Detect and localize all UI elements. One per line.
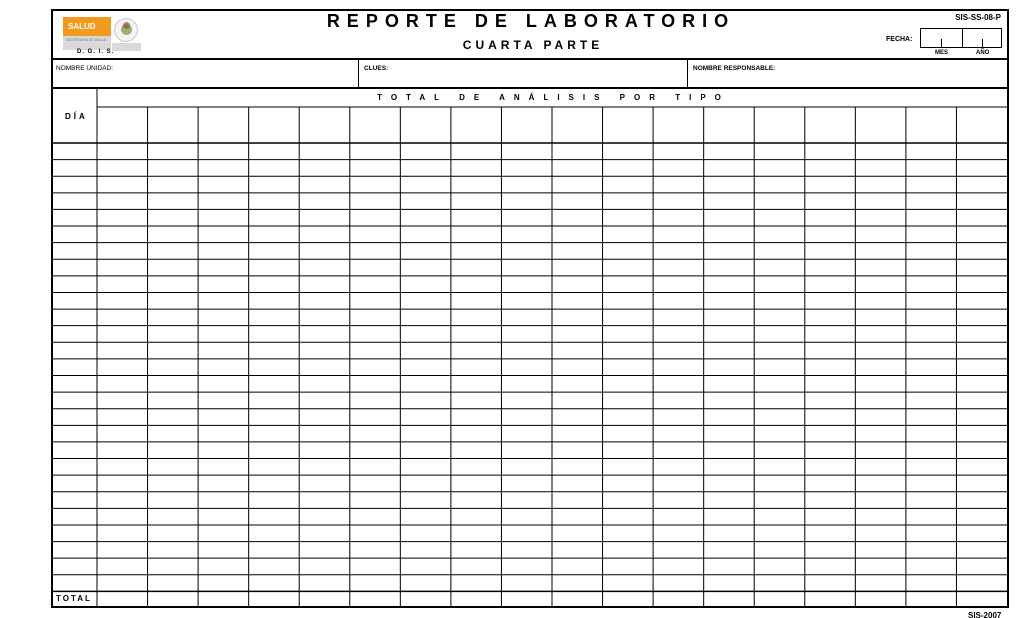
unidad-field[interactable]: NOMBRE UNIDAD: <box>56 65 114 72</box>
analisis-group-header: TOTAL DE ANÁLISIS POR TIPO <box>377 93 730 102</box>
total-row-label: TOTAL <box>56 594 92 603</box>
form-title: REPORTE DE LABORATORIO <box>326 11 736 31</box>
dgis-label: D. G. I. S. <box>77 49 115 55</box>
form-subtitle: CUARTA PARTE <box>462 38 604 52</box>
responsable-field[interactable]: NOMBRE RESPONSABLE: <box>693 65 776 72</box>
report-form <box>51 9 1009 608</box>
anio-label: AÑO <box>976 50 990 56</box>
salud-logo-word: SALUD <box>63 17 111 36</box>
mes-label: MES <box>935 50 949 56</box>
footer-code: SIS-2007 <box>968 611 1002 618</box>
fecha-label: FECHA: <box>886 36 913 43</box>
salud-logo-sub: SECRETARÍA DE SALUD <box>63 36 111 50</box>
form-code: SIS-SS-08-P <box>955 13 1001 22</box>
dia-column-header: DÍA <box>65 112 88 121</box>
clues-field[interactable]: CLUES: <box>364 65 389 72</box>
analysis-grid[interactable] <box>53 11 1011 610</box>
